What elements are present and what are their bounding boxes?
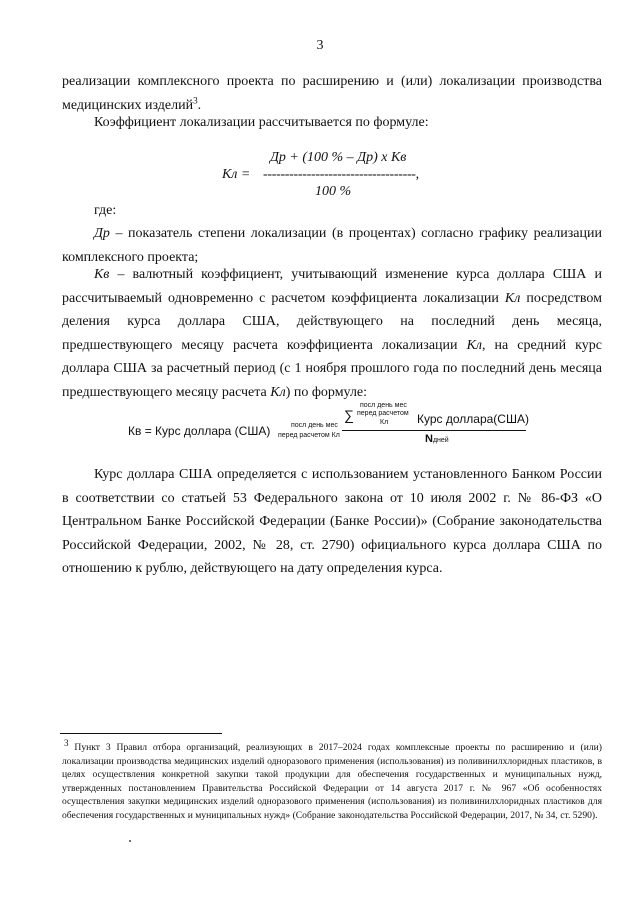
formula-numerator: Др + (100 % – Др) x Кв <box>270 150 407 165</box>
formula2-lhs: Кв = Курс доллара (США) <box>128 424 271 438</box>
formula-fraction-line: -----------------------------------, <box>263 167 419 182</box>
formula2-subscript-2: перед расчетом Кл <box>278 432 340 439</box>
sum-upper-limit-2: перед расчетом <box>357 410 409 417</box>
formula2-denominator: Nдней <box>425 433 449 445</box>
formula2-fraction-bar <box>342 430 526 431</box>
footnote: $^3$ Пункт 3 Правил отбора организаций, реализующих в 2017–2024 годах комплексные проекты по расширению и (или) локализации производства медицинских изделий одноразового применения (использования) из поливинилхлоридных пластиков, в целях осуществления конкретной закупки такой продукции для обеспечения государственных и муниципальных нужд, утвержденных постановлением Правительства Российской Федерации от 14 августа 2017 г. № 967 «Об особенностях осуществления закупки медицинских изделий одноразового применения (использования) из поливинилхлоридных пластиков для обеспечения государственных и муниципальных нужд» (Собрание законодательства Российской Федерации, 2017, № 34, ст. 5290). <box>62 737 602 821</box>
formula2-numerator: Курс доллара(США) <box>417 412 529 426</box>
sum-upper-limit-1: посл день мес <box>360 402 407 409</box>
footnote-separator <box>60 733 222 734</box>
page-number: 3 <box>316 38 324 53</box>
paragraph-formula-intro: Коэффициент локализации рассчитывается по формуле: <box>94 115 429 130</box>
footnote-mark: 3 <box>64 737 69 748</box>
where-label: где: <box>94 203 117 218</box>
formula2-subscript-1: посл день мес <box>291 422 338 429</box>
sum-lower-limit: Кл <box>380 419 389 426</box>
currency-coefficient-formula <box>128 402 548 448</box>
paragraph-exchange-rate: Курс доллара США определяется с использованием установленного Банком России в соответствии со статьей 53 Федерального закона от 10 июля 2002 г. № 86-ФЗ «О Центральном Банке Российской Федерации (Банке России)» (Собрание законодательства Российской Федерации, 2002, № 28, ст. 2790) официального курса доллара США по отношению к рублю, действующего на дату определения курса. <box>62 467 602 576</box>
paragraph-kv-definition: Кв – валютный коэффициент, учитывающий изменение курса доллара США и рассчитываемый одновременно с расчетом коэффициента локализации Кл посредством деления курса доллара США, действующего на последний день месяца, предшествующего месяцу расчета коэффициента локализации Кл, на средний курс доллара США за расчетный период (с 1 ноября прошлого года по последний день месяца предшествующего месяцу расчета Кл) по формуле: <box>62 267 602 400</box>
paragraph-intro: реализации комплексного проекта по расширению и (или) локализации производства медицинских изделий$^3$. <box>62 74 602 113</box>
formula-denominator: 100 % <box>315 184 352 199</box>
formula-lhs: Кл = <box>222 167 251 182</box>
scan-speck <box>129 840 131 842</box>
paragraph-dr-definition: Др – показатель степени локализации (в процентах) согласно графику реализации комплексного проекта; <box>62 226 602 265</box>
footnote-reference[interactable]: 3 <box>193 94 198 105</box>
sigma-symbol: ∑ <box>344 407 354 423</box>
